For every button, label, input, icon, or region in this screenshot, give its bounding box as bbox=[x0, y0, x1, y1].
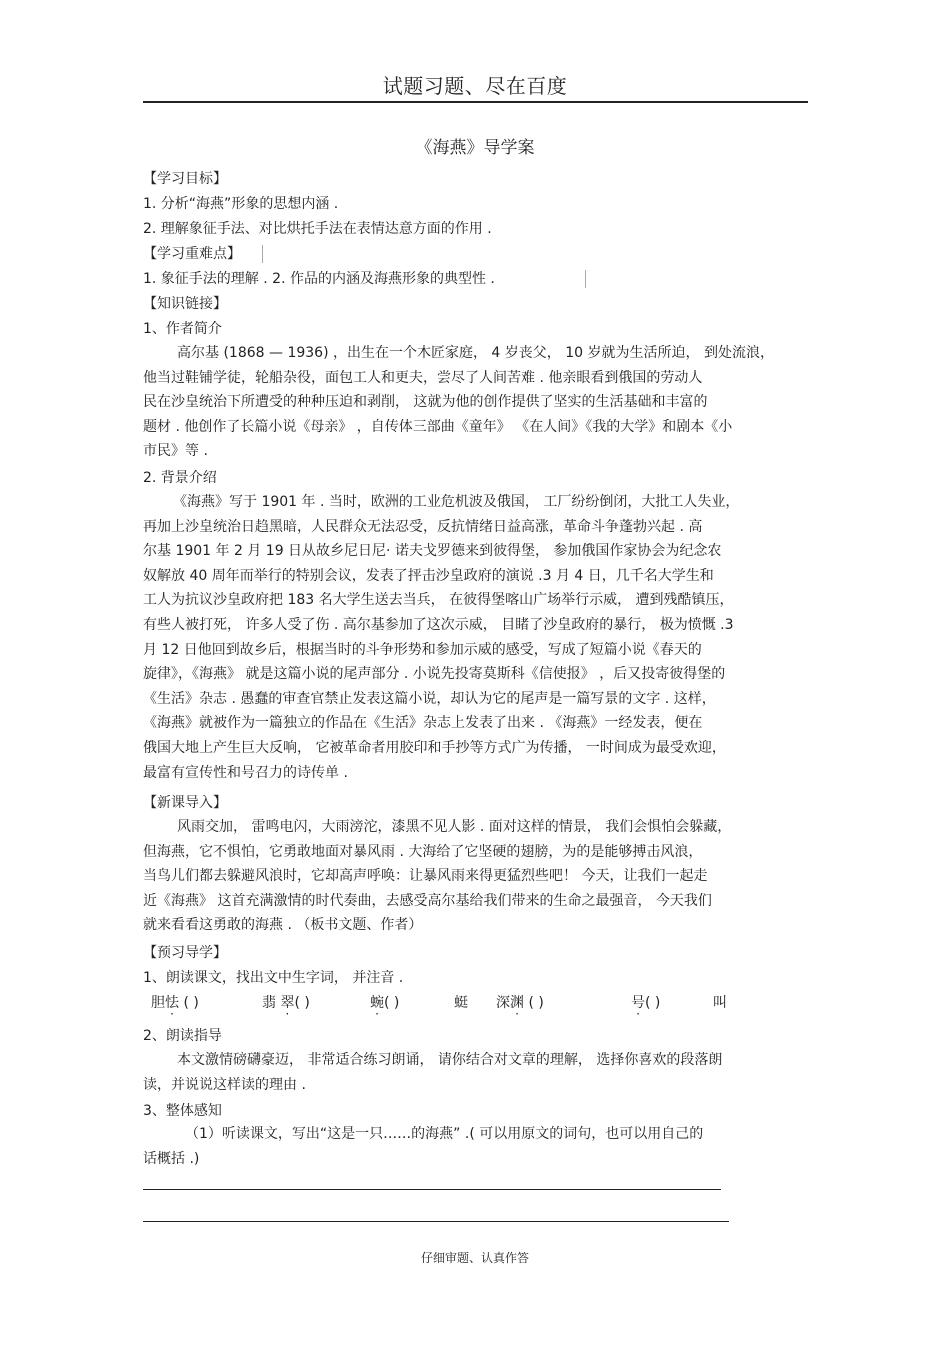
text-line: 风雨交加， 雷鸣电闪，大雨滂沱，漆黑不见人影 . 面对这样的情景， 我们会惧怕会躲藏， bbox=[177, 819, 732, 835]
author-paragraph bbox=[143, 341, 808, 464]
preview-heading: 【预习导学】 bbox=[143, 945, 227, 961]
knowledge-link-heading: 【知识链接】 bbox=[143, 296, 227, 312]
text-line: 最富有宣传性和号召力的诗传单 . bbox=[143, 764, 348, 781]
pinyin-blank[interactable]: ( ) bbox=[528, 995, 544, 1011]
vocab-char: 叫 bbox=[713, 995, 727, 1011]
vocab-item bbox=[151, 992, 199, 1012]
text-line: 月 12 日他回到故乡后，根据当时的斗争形势和参加示威的感受，写成了短篇小说《春天的 bbox=[143, 641, 702, 658]
text-line: 当鸟儿们都去躲避风浪时，它却高声呼唤：让暴风雨来得更猛烈些吧！ 今天，让我们一起走 bbox=[143, 868, 708, 885]
text-line: 奴解放 40 周年而举行的特别会议，发表了抨击沙皇政府的演说 .3 月 4 日，几千名大学生和 bbox=[143, 567, 714, 584]
text-line: 俄国大地上产生巨大反响， 它被革命者用胶印和手抄等方式广为传播， 一时间成为最受欢迎， bbox=[143, 739, 726, 756]
vocab-item bbox=[454, 992, 468, 1012]
vocab-item bbox=[370, 992, 399, 1012]
vocab-item bbox=[713, 992, 727, 1012]
text-line: 《海燕》就被作为一篇独立的作品在《生活》杂志上发表了出来 . 《海燕》一经发表，便在 bbox=[143, 715, 703, 732]
perception-paragraph bbox=[143, 1122, 808, 1171]
document-title: 《海燕》导学案 bbox=[415, 138, 535, 158]
pinyin-blank[interactable]: ( ) bbox=[294, 995, 310, 1011]
text-line: 工人为抗议沙皇政府把 183 名大学生送去当兵， 在彼得堡喀山广场举行示威， 遭到残酷镇压， bbox=[143, 592, 734, 609]
vocab-char-marked: 翠 bbox=[280, 995, 295, 1011]
key-points-heading: 【学习重难点】 bbox=[143, 246, 241, 262]
vocab-char-marked: 怯 bbox=[165, 995, 179, 1011]
vocab-char: 蜓 bbox=[454, 995, 468, 1011]
text-line: 再加上沙皇统治日趋黑暗，人民群众无法忍受，反抗情绪日益高涨，革命斗争蓬勃兴起 . 高 bbox=[143, 518, 703, 535]
text-line: 《海燕》写于 1901 年 . 当时，欧洲的工业危机波及俄国， 工厂纷纷倒闭，大批工人失业， bbox=[173, 494, 740, 510]
vocab-item bbox=[496, 992, 544, 1012]
vocab-char-marked: 蜿 bbox=[370, 995, 384, 1011]
key-points: 1. 象征手法的理解 . 2. 作品的内涵及海燕形象的典型性 . bbox=[143, 271, 495, 287]
text-line: 有些人被打死， 许多人受了伤 . 高尔基参加了这次示威， 目睹了沙皇政府的暴行， 极为愤慨 .3 bbox=[143, 616, 734, 633]
heading-box-edge bbox=[262, 245, 263, 263]
text-line: 高尔基 (1868 — 1936) ，出生在一个木匠家庭， 4 岁丧父， 10 岁就为生活所迫， 到处流浪， bbox=[177, 345, 774, 361]
background-paragraph bbox=[143, 490, 808, 785]
text-line: 《生活》杂志 . 愚蠢的审查官禁止发表这篇小说，却认为它的尾声是一篇写景的文字 . 这样， bbox=[143, 690, 716, 707]
text-line: 但海燕，它不惧怕，它勇敢地面对暴风雨 . 大海给了它坚硬的翅膀，为的是能够搏击风浪， bbox=[143, 843, 703, 860]
text-line: 本文激情磅礴豪迈， 非常适合练习朗诵， 请你结合对文章的理解， 选择你喜欢的段落朗 bbox=[177, 1052, 723, 1068]
text-line: 民在沙皇统治下所遭受的种种压迫和剥削， 这就为他的创作提供了坚实的生活基础和丰富的 bbox=[143, 394, 708, 411]
footer-text: 仔细审题、认真作答 bbox=[420, 1251, 529, 1265]
text-line: 读，并说说这样读的理由 . bbox=[143, 1076, 306, 1093]
preview-task-2: 2、朗读指导 bbox=[143, 1028, 222, 1044]
text-line: 他当过鞋铺学徒，轮船杂役，面包工人和更夫，尝尽了人间苦难 . 他亲眼看到俄国的劳动人 bbox=[143, 369, 703, 386]
goal-1: 1. 分析“海燕”形象的思想内涵 . bbox=[143, 196, 339, 212]
text-line: 就来看看这勇敢的海燕 . （板书文题、作者） bbox=[143, 917, 423, 934]
key-points-box-edge bbox=[585, 270, 586, 288]
intro-paragraph bbox=[143, 815, 808, 938]
background-heading: 2. 背景介绍 bbox=[143, 470, 217, 486]
text-line: 尔基 1901 年 2 月 19 日从故乡尼日尼· 诺夫戈罗德来到彼得堡， 参加俄国作家协会为纪念农 bbox=[143, 543, 722, 560]
text-line: （1）听读课文，写出“这是一只……的海燕” .( 可以用原文的词句，也可以用自己的 bbox=[185, 1126, 704, 1142]
goal-2: 2. 理解象征手法、对比烘托手法在表情达意方面的作用 . bbox=[143, 221, 492, 237]
answer-line[interactable] bbox=[143, 1189, 721, 1190]
vocab-char-marked: 渊 bbox=[510, 995, 524, 1011]
preview-task-3: 3、整体感知 bbox=[143, 1103, 222, 1119]
vocab-item bbox=[262, 992, 310, 1012]
text-line: 话概括 .) bbox=[143, 1150, 200, 1167]
goals-heading: 【学习目标】 bbox=[143, 171, 227, 187]
new-lesson-heading: 【新课导入】 bbox=[143, 795, 227, 811]
author-heading: 1、作者简介 bbox=[143, 321, 222, 337]
text-line: 市民》等 . bbox=[143, 443, 208, 460]
vocab-char: 翡 bbox=[262, 995, 276, 1011]
preview-task-1: 1、朗读课文，找出文中生字词， 并注音 . bbox=[143, 970, 404, 986]
text-line: 题材 . 他创作了长篇小说《母亲》 ，自传体三部曲《童年》 《在人间》《我的大学》和剧本《小 bbox=[143, 418, 733, 435]
answer-line[interactable] bbox=[143, 1221, 729, 1222]
reading-paragraph bbox=[143, 1048, 808, 1097]
header-title: 试题习题、尽在百度 bbox=[382, 74, 568, 98]
text-line: 近《海燕》 这首充满激情的时代奏曲，去感受高尔基给我们带来的生命之最强音， 今天我们 bbox=[143, 892, 712, 909]
vocab-char-marked: 号 bbox=[631, 995, 645, 1011]
header-divider bbox=[143, 101, 808, 103]
text-line: 旋律》，《海燕》 就是这篇小说的尾声部分 . 小说先投寄莫斯科《信使报》 ，后又投寄彼得堡的 bbox=[143, 666, 726, 683]
pinyin-blank[interactable]: ( ) bbox=[645, 995, 661, 1011]
pinyin-blank[interactable]: ( ) bbox=[384, 995, 400, 1011]
pinyin-blank[interactable]: ( ) bbox=[183, 995, 199, 1011]
vocab-char: 胆 bbox=[151, 995, 165, 1011]
vocab-char: 深 bbox=[496, 995, 510, 1011]
vocab-item bbox=[631, 992, 660, 1012]
